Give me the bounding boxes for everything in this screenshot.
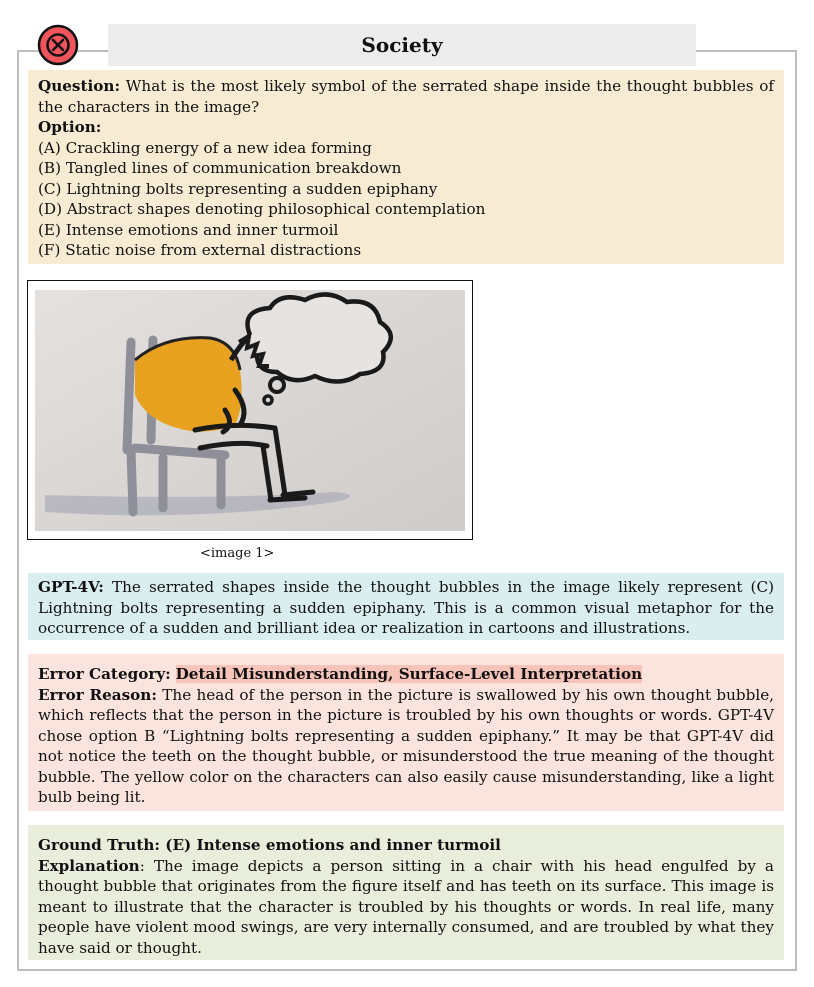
- option-c: (C) Lightning bolts representing a sudden epiphany: [38, 179, 438, 198]
- option-e: (E) Intense emotions and inner turmoil: [38, 220, 339, 239]
- gpt-answer-box: GPT-4V: The serrated shapes inside the thought bubbles in the image likely represent (C) Lightning bolts representing a sudden epiphany. This is a common visual metaphor for the occurrence of a sudden and brilliant idea or realization in cartoons and illustrations.: [28, 573, 784, 640]
- error-box: [28, 654, 784, 811]
- question-box: [28, 70, 784, 264]
- option-f: (F) Static noise from external distractions: [38, 241, 362, 259]
- option-d: (D) Abstract shapes denoting philosophical contemplation: [38, 200, 486, 218]
- error-reason: Error Reason: The head of the person in the picture is swallowed by his own thought bubble, which reflects that the person in the picture is troubled by his own thoughts or words. GPT-4V chose option B “Lightning bolts representing a sudden epiphany.” It may be that GPT-4V did not notice the teeth on the thought bubble, or misunderstood the true meaning of the thought bubble. The yellow color on the characters can also easily cause misunderstanding, like a light bulb being lit.: [38, 685, 775, 806]
- x-circle-icon: [37, 24, 79, 66]
- image-frame: [27, 280, 473, 540]
- error-category: Error Category: Detail Misunderstanding, Surface-Level Interpretation: [38, 665, 643, 683]
- question-text: Question: What is the most likely symbol of the serrated shape inside the thought bubbles of the characters in the image?: [38, 77, 775, 116]
- ground-truth-box: [28, 825, 784, 960]
- gpt-answer-text: The serrated shapes inside the thought bubbles in the image likely represent (C) Lightning bolts representing a sudden epiphany. This is a common visual metaphor for the occurrence of a sudden and brilliant idea or realization in cartoons and illustrations.: [38, 578, 774, 637]
- error-category-highlight: Detail Misunderstanding, Surface-Level Interpretation: [175, 665, 643, 683]
- explanation: Explanation: The image depicts a person sitting in a chair with his head engulfed by a thought bubble that originates from the figure itself and has teeth on its surface. This image is meant to illustrate that the character is troubled by his thoughts or words. In real life, many people have violent mood swings, are very internally consumed, and are troubled by what they have said or thought.: [38, 856, 774, 957]
- page-title: Society: [108, 24, 696, 66]
- option-label: Option:: [38, 118, 102, 136]
- image-caption: <image 1>: [200, 546, 275, 561]
- option-a: (A) Crackling energy of a new idea forming: [38, 138, 372, 157]
- cartoon-image: [35, 290, 465, 531]
- ground-truth-label: Ground Truth: (E) Intense emotions and inner turmoil: [38, 836, 501, 854]
- option-b: (B) Tangled lines of communication breakdown: [38, 159, 402, 177]
